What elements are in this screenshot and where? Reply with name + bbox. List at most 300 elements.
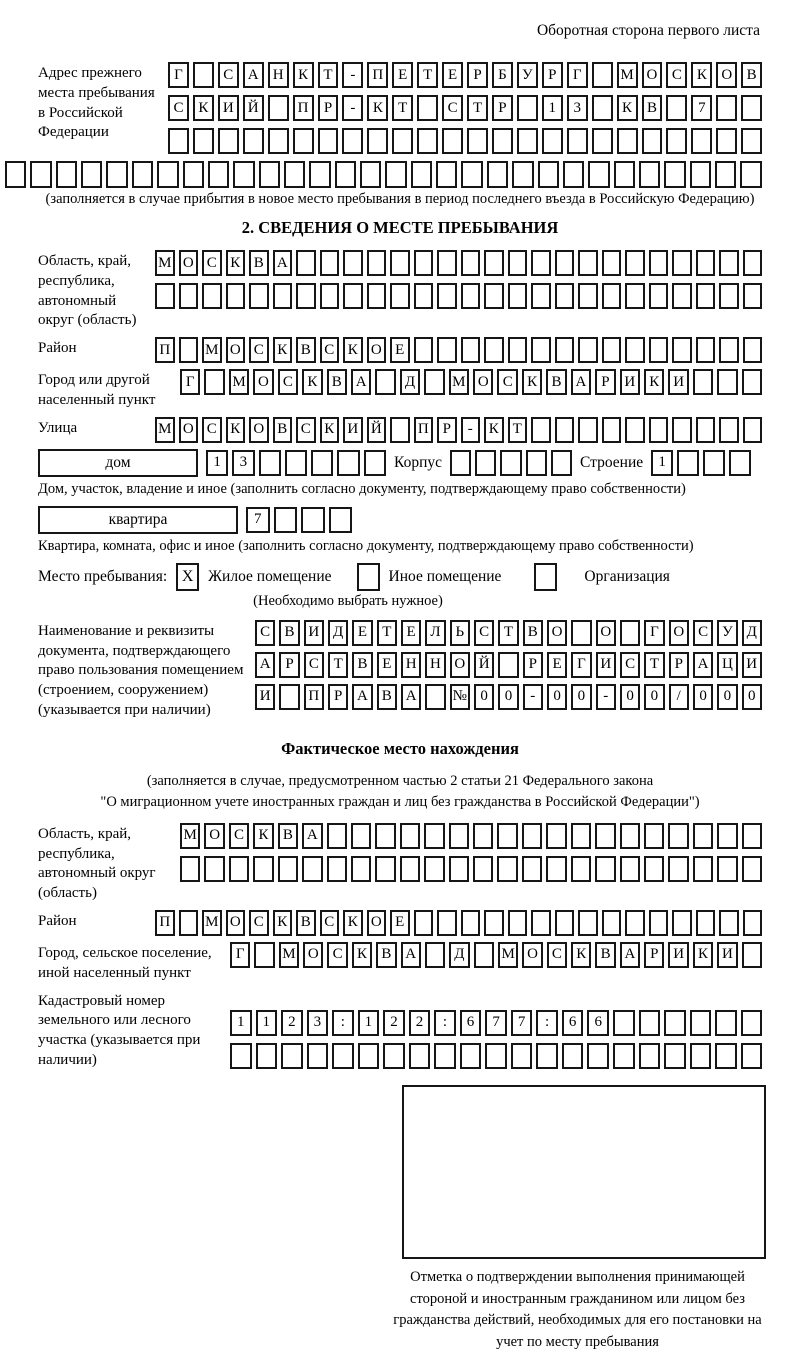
char-cell[interactable]: О	[204, 823, 224, 849]
char-cell[interactable]: Н	[268, 62, 289, 88]
char-cell[interactable]	[281, 1043, 303, 1069]
char-cell[interactable]: О	[547, 620, 567, 646]
char-cell[interactable]	[218, 128, 239, 154]
char-cell[interactable]	[296, 250, 316, 276]
char-cell[interactable]	[542, 128, 563, 154]
char-cell[interactable]: 1	[358, 1010, 380, 1036]
char-cell[interactable]	[742, 369, 762, 395]
char-cell[interactable]: И	[218, 95, 239, 121]
char-cell[interactable]	[719, 250, 739, 276]
char-cell[interactable]: Е	[401, 620, 421, 646]
char-cell[interactable]	[672, 250, 692, 276]
char-cell[interactable]: К	[343, 910, 363, 936]
char-cell[interactable]: В	[296, 337, 316, 363]
char-cell[interactable]	[193, 62, 214, 88]
char-cell[interactable]	[437, 283, 457, 309]
char-cell[interactable]: К	[571, 942, 591, 968]
char-cell[interactable]	[690, 1043, 712, 1069]
char-cell[interactable]	[742, 823, 762, 849]
char-cell[interactable]	[555, 417, 575, 443]
char-cell[interactable]: Е	[392, 62, 413, 88]
char-cell[interactable]: К	[644, 369, 664, 395]
char-cell[interactable]	[536, 1043, 558, 1069]
char-cell[interactable]	[696, 337, 716, 363]
char-cell[interactable]	[337, 450, 359, 476]
char-cell[interactable]: И	[668, 369, 688, 395]
char-cell[interactable]: Н	[425, 652, 445, 678]
char-cell[interactable]: М	[155, 417, 175, 443]
char-cell[interactable]	[364, 450, 386, 476]
char-cell[interactable]: Б	[492, 62, 513, 88]
char-cell[interactable]	[587, 1043, 609, 1069]
char-cell[interactable]	[729, 450, 751, 476]
char-cell[interactable]	[390, 283, 410, 309]
char-cell[interactable]	[571, 620, 591, 646]
char-cell[interactable]	[717, 823, 737, 849]
char-cell[interactable]: П	[155, 337, 175, 363]
char-cell[interactable]: 7	[691, 95, 712, 121]
char-cell[interactable]: К	[693, 942, 713, 968]
char-cell[interactable]	[716, 128, 737, 154]
char-cell[interactable]: М	[279, 942, 299, 968]
char-cell[interactable]	[475, 450, 496, 476]
char-cell[interactable]	[639, 1043, 661, 1069]
char-cell[interactable]	[602, 337, 622, 363]
char-cell[interactable]	[484, 337, 504, 363]
char-cell[interactable]	[56, 161, 77, 188]
char-cell[interactable]	[400, 856, 420, 882]
char-cell[interactable]	[715, 161, 736, 188]
char-cell[interactable]: О	[179, 417, 199, 443]
char-cell[interactable]	[578, 417, 598, 443]
char-cell[interactable]: А	[571, 369, 591, 395]
char-cell[interactable]: К	[484, 417, 504, 443]
char-cell[interactable]: 6	[587, 1010, 609, 1036]
char-cell[interactable]: В	[741, 62, 762, 88]
char-cell[interactable]	[531, 417, 551, 443]
char-cell[interactable]: Г	[567, 62, 588, 88]
char-cell[interactable]: Т	[508, 417, 528, 443]
char-cell[interactable]	[613, 1010, 635, 1036]
char-cell[interactable]	[254, 942, 274, 968]
char-cell[interactable]: М	[498, 942, 518, 968]
char-cell[interactable]: О	[226, 337, 246, 363]
char-cell[interactable]: С	[202, 417, 222, 443]
char-cell[interactable]: 7	[511, 1010, 533, 1036]
char-cell[interactable]: -	[342, 95, 363, 121]
char-cell[interactable]	[487, 161, 508, 188]
char-cell[interactable]	[256, 1043, 278, 1069]
char-cell[interactable]	[204, 856, 224, 882]
char-cell[interactable]: П	[367, 62, 388, 88]
char-cell[interactable]: С	[168, 95, 189, 121]
char-cell[interactable]: В	[273, 417, 293, 443]
char-cell[interactable]: Р	[595, 369, 615, 395]
char-cell[interactable]: С	[474, 620, 494, 646]
checkbox-zhiloe[interactable]: X	[176, 563, 199, 591]
char-cell[interactable]: О	[596, 620, 616, 646]
char-cell[interactable]	[461, 283, 481, 309]
char-cell[interactable]: Т	[467, 95, 488, 121]
char-cell[interactable]	[588, 161, 609, 188]
char-cell[interactable]	[743, 250, 763, 276]
char-cell[interactable]	[268, 95, 289, 121]
char-cell[interactable]	[531, 283, 551, 309]
char-cell[interactable]	[442, 128, 463, 154]
char-cell[interactable]: А	[351, 369, 371, 395]
char-cell[interactable]: Е	[390, 337, 410, 363]
char-cell[interactable]	[563, 161, 584, 188]
char-cell[interactable]: А	[693, 652, 713, 678]
char-cell[interactable]: И	[343, 417, 363, 443]
char-cell[interactable]	[639, 161, 660, 188]
char-cell[interactable]	[327, 856, 347, 882]
char-cell[interactable]: Р	[523, 652, 543, 678]
char-cell[interactable]: К	[253, 823, 273, 849]
char-cell[interactable]	[461, 337, 481, 363]
char-cell[interactable]: В	[327, 369, 347, 395]
char-cell[interactable]: А	[401, 684, 421, 710]
char-cell[interactable]: М	[202, 910, 222, 936]
checkbox-organizatsiya[interactable]	[534, 563, 557, 591]
char-cell[interactable]	[30, 161, 51, 188]
char-cell[interactable]: Е	[442, 62, 463, 88]
char-cell[interactable]	[644, 856, 664, 882]
char-cell[interactable]: 3	[567, 95, 588, 121]
char-cell[interactable]: Г	[571, 652, 591, 678]
char-cell[interactable]: С	[327, 942, 347, 968]
char-cell[interactable]: 1	[230, 1010, 252, 1036]
char-cell[interactable]	[672, 337, 692, 363]
char-cell[interactable]: 6	[562, 1010, 584, 1036]
char-cell[interactable]: В	[376, 942, 396, 968]
char-cell[interactable]	[461, 910, 481, 936]
char-cell[interactable]: 1	[256, 1010, 278, 1036]
char-cell[interactable]: О	[642, 62, 663, 88]
char-cell[interactable]	[717, 856, 737, 882]
char-cell[interactable]	[484, 283, 504, 309]
char-cell[interactable]: :	[332, 1010, 354, 1036]
char-cell[interactable]: 0	[474, 684, 494, 710]
char-cell[interactable]: О	[473, 369, 493, 395]
char-cell[interactable]	[5, 161, 26, 188]
char-cell[interactable]	[625, 417, 645, 443]
char-cell[interactable]	[424, 369, 444, 395]
char-cell[interactable]: В	[249, 250, 269, 276]
char-cell[interactable]: С	[278, 369, 298, 395]
char-cell[interactable]	[546, 856, 566, 882]
char-cell[interactable]: В	[278, 823, 298, 849]
char-cell[interactable]	[602, 250, 622, 276]
char-cell[interactable]	[437, 337, 457, 363]
char-cell[interactable]: О	[367, 910, 387, 936]
char-cell[interactable]	[492, 128, 513, 154]
char-cell[interactable]: К	[367, 95, 388, 121]
char-cell[interactable]	[555, 910, 575, 936]
char-cell[interactable]: К	[193, 95, 214, 121]
char-cell[interactable]: Г	[180, 369, 200, 395]
char-cell[interactable]	[522, 856, 542, 882]
char-cell[interactable]: С	[218, 62, 239, 88]
char-cell[interactable]: 1	[206, 450, 228, 476]
char-cell[interactable]	[307, 1043, 329, 1069]
char-cell[interactable]: В	[642, 95, 663, 121]
char-cell[interactable]	[696, 283, 716, 309]
char-cell[interactable]: 2	[383, 1010, 405, 1036]
char-cell[interactable]	[358, 1043, 380, 1069]
char-cell[interactable]	[367, 128, 388, 154]
char-cell[interactable]	[168, 128, 189, 154]
char-cell[interactable]: Е	[547, 652, 567, 678]
char-cell[interactable]	[285, 450, 307, 476]
char-cell[interactable]: Т	[644, 652, 664, 678]
char-cell[interactable]	[741, 128, 762, 154]
char-cell[interactable]: К	[226, 250, 246, 276]
char-cell[interactable]	[672, 283, 692, 309]
char-cell[interactable]: С	[249, 910, 269, 936]
char-cell[interactable]: У	[517, 62, 538, 88]
char-cell[interactable]: 0	[498, 684, 518, 710]
char-cell[interactable]	[273, 283, 293, 309]
char-cell[interactable]: :	[434, 1010, 456, 1036]
char-cell[interactable]: Р	[279, 652, 299, 678]
char-cell[interactable]	[508, 250, 528, 276]
char-cell[interactable]	[578, 250, 598, 276]
char-cell[interactable]	[625, 337, 645, 363]
char-cell[interactable]	[367, 250, 387, 276]
char-cell[interactable]: А	[620, 942, 640, 968]
char-cell[interactable]: 6	[460, 1010, 482, 1036]
char-cell[interactable]	[625, 283, 645, 309]
char-cell[interactable]: И	[304, 620, 324, 646]
char-cell[interactable]	[329, 507, 353, 533]
char-cell[interactable]	[617, 128, 638, 154]
char-cell[interactable]	[567, 128, 588, 154]
char-cell[interactable]: С	[620, 652, 640, 678]
char-cell[interactable]	[367, 283, 387, 309]
char-cell[interactable]	[741, 1010, 763, 1036]
char-cell[interactable]	[742, 856, 762, 882]
char-cell[interactable]	[562, 1043, 584, 1069]
char-cell[interactable]	[390, 250, 410, 276]
char-cell[interactable]: С	[442, 95, 463, 121]
char-cell[interactable]: К	[320, 417, 340, 443]
char-cell[interactable]	[508, 337, 528, 363]
char-cell[interactable]	[696, 250, 716, 276]
char-cell[interactable]: Г	[168, 62, 189, 88]
char-cell[interactable]	[625, 910, 645, 936]
char-cell[interactable]: П	[155, 910, 175, 936]
char-cell[interactable]: С	[666, 62, 687, 88]
char-cell[interactable]	[571, 823, 591, 849]
char-cell[interactable]: 3	[232, 450, 254, 476]
char-cell[interactable]	[664, 1010, 686, 1036]
char-cell[interactable]	[179, 337, 199, 363]
char-cell[interactable]	[473, 823, 493, 849]
char-cell[interactable]	[230, 1043, 252, 1069]
char-cell[interactable]	[578, 337, 598, 363]
char-cell[interactable]	[417, 128, 438, 154]
char-cell[interactable]	[320, 250, 340, 276]
char-cell[interactable]	[690, 161, 711, 188]
char-cell[interactable]: Т	[318, 62, 339, 88]
char-cell[interactable]	[342, 128, 363, 154]
char-cell[interactable]	[666, 128, 687, 154]
char-cell[interactable]	[691, 128, 712, 154]
char-cell[interactable]: И	[255, 684, 275, 710]
char-cell[interactable]	[424, 823, 444, 849]
char-cell[interactable]: К	[343, 337, 363, 363]
char-cell[interactable]: С	[497, 369, 517, 395]
char-cell[interactable]: -	[461, 417, 481, 443]
char-cell[interactable]	[473, 856, 493, 882]
char-cell[interactable]	[602, 283, 622, 309]
char-cell[interactable]: Р	[644, 942, 664, 968]
char-cell[interactable]: М	[202, 337, 222, 363]
char-cell[interactable]: И	[717, 942, 737, 968]
char-cell[interactable]: С	[320, 910, 340, 936]
char-cell[interactable]: С	[249, 337, 269, 363]
char-cell[interactable]	[740, 161, 761, 188]
char-cell[interactable]: Ц	[717, 652, 737, 678]
char-cell[interactable]: Й	[243, 95, 264, 121]
char-cell[interactable]: А	[302, 823, 322, 849]
char-cell[interactable]	[332, 1043, 354, 1069]
char-cell[interactable]	[639, 1010, 661, 1036]
char-cell[interactable]	[268, 128, 289, 154]
char-cell[interactable]: П	[293, 95, 314, 121]
char-cell[interactable]: Р	[467, 62, 488, 88]
char-cell[interactable]	[392, 128, 413, 154]
char-cell[interactable]	[327, 823, 347, 849]
char-cell[interactable]	[531, 337, 551, 363]
char-cell[interactable]	[602, 910, 622, 936]
char-cell[interactable]: 0	[693, 684, 713, 710]
char-cell[interactable]	[318, 128, 339, 154]
char-cell[interactable]	[602, 417, 622, 443]
char-cell[interactable]	[693, 856, 713, 882]
char-cell[interactable]: К	[273, 337, 293, 363]
char-cell[interactable]: Е	[377, 652, 397, 678]
char-cell[interactable]	[741, 1043, 763, 1069]
char-cell[interactable]	[668, 856, 688, 882]
char-cell[interactable]	[666, 95, 687, 121]
char-cell[interactable]	[613, 1043, 635, 1069]
char-cell[interactable]: Н	[401, 652, 421, 678]
char-cell[interactable]	[436, 161, 457, 188]
char-cell[interactable]: Е	[390, 910, 410, 936]
char-cell[interactable]	[278, 856, 298, 882]
char-cell[interactable]	[742, 942, 762, 968]
char-cell[interactable]	[414, 250, 434, 276]
char-cell[interactable]	[320, 283, 340, 309]
char-cell[interactable]	[693, 823, 713, 849]
char-cell[interactable]: И	[596, 652, 616, 678]
char-cell[interactable]: В	[546, 369, 566, 395]
char-cell[interactable]: Л	[425, 620, 445, 646]
char-cell[interactable]	[284, 161, 305, 188]
char-cell[interactable]: К	[352, 942, 372, 968]
char-cell[interactable]	[531, 250, 551, 276]
char-cell[interactable]	[578, 910, 598, 936]
char-cell[interactable]	[157, 161, 178, 188]
char-cell[interactable]: Р	[492, 95, 513, 121]
char-cell[interactable]: К	[302, 369, 322, 395]
char-cell[interactable]	[664, 161, 685, 188]
char-cell[interactable]	[106, 161, 127, 188]
char-cell[interactable]	[414, 910, 434, 936]
char-cell[interactable]: К	[522, 369, 542, 395]
char-cell[interactable]: С	[320, 337, 340, 363]
char-cell[interactable]: С	[304, 652, 324, 678]
char-cell[interactable]	[546, 823, 566, 849]
char-cell[interactable]	[296, 283, 316, 309]
char-cell[interactable]: В	[523, 620, 543, 646]
char-cell[interactable]	[512, 161, 533, 188]
char-cell[interactable]: /	[669, 684, 689, 710]
char-cell[interactable]	[390, 417, 410, 443]
char-cell[interactable]: -	[596, 684, 616, 710]
char-cell[interactable]	[743, 910, 763, 936]
char-cell[interactable]	[259, 450, 281, 476]
char-cell[interactable]	[243, 128, 264, 154]
char-cell[interactable]: О	[716, 62, 737, 88]
char-cell[interactable]	[517, 128, 538, 154]
char-cell[interactable]	[497, 856, 517, 882]
char-cell[interactable]	[571, 856, 591, 882]
char-cell[interactable]: В	[296, 910, 316, 936]
char-cell[interactable]: 0	[620, 684, 640, 710]
char-cell[interactable]: В	[377, 684, 397, 710]
char-cell[interactable]	[383, 1043, 405, 1069]
char-cell[interactable]: 0	[644, 684, 664, 710]
char-cell[interactable]	[461, 250, 481, 276]
char-cell[interactable]	[375, 369, 395, 395]
char-cell[interactable]	[311, 450, 333, 476]
char-cell[interactable]	[498, 652, 518, 678]
char-cell[interactable]	[351, 823, 371, 849]
char-cell[interactable]: К	[226, 417, 246, 443]
char-cell[interactable]: Г	[644, 620, 664, 646]
char-cell[interactable]: Р	[542, 62, 563, 88]
char-cell[interactable]	[253, 856, 273, 882]
char-cell[interactable]	[677, 450, 699, 476]
char-cell[interactable]	[229, 856, 249, 882]
char-cell[interactable]	[202, 283, 222, 309]
char-cell[interactable]	[249, 283, 269, 309]
char-cell[interactable]: Т	[377, 620, 397, 646]
char-cell[interactable]: А	[352, 684, 372, 710]
char-cell[interactable]	[193, 128, 214, 154]
char-cell[interactable]	[474, 942, 494, 968]
char-cell[interactable]: К	[273, 910, 293, 936]
char-cell[interactable]: А	[243, 62, 264, 88]
char-cell[interactable]	[741, 95, 762, 121]
char-cell[interactable]: Й	[474, 652, 494, 678]
char-cell[interactable]: Т	[392, 95, 413, 121]
char-cell[interactable]	[259, 161, 280, 188]
char-cell[interactable]	[360, 161, 381, 188]
char-cell[interactable]: №	[450, 684, 470, 710]
char-cell[interactable]	[179, 910, 199, 936]
char-cell[interactable]	[664, 1043, 686, 1069]
char-cell[interactable]: Д	[328, 620, 348, 646]
char-cell[interactable]	[484, 910, 504, 936]
char-cell[interactable]	[233, 161, 254, 188]
char-cell[interactable]: -	[523, 684, 543, 710]
char-cell[interactable]	[183, 161, 204, 188]
char-cell[interactable]	[526, 450, 547, 476]
